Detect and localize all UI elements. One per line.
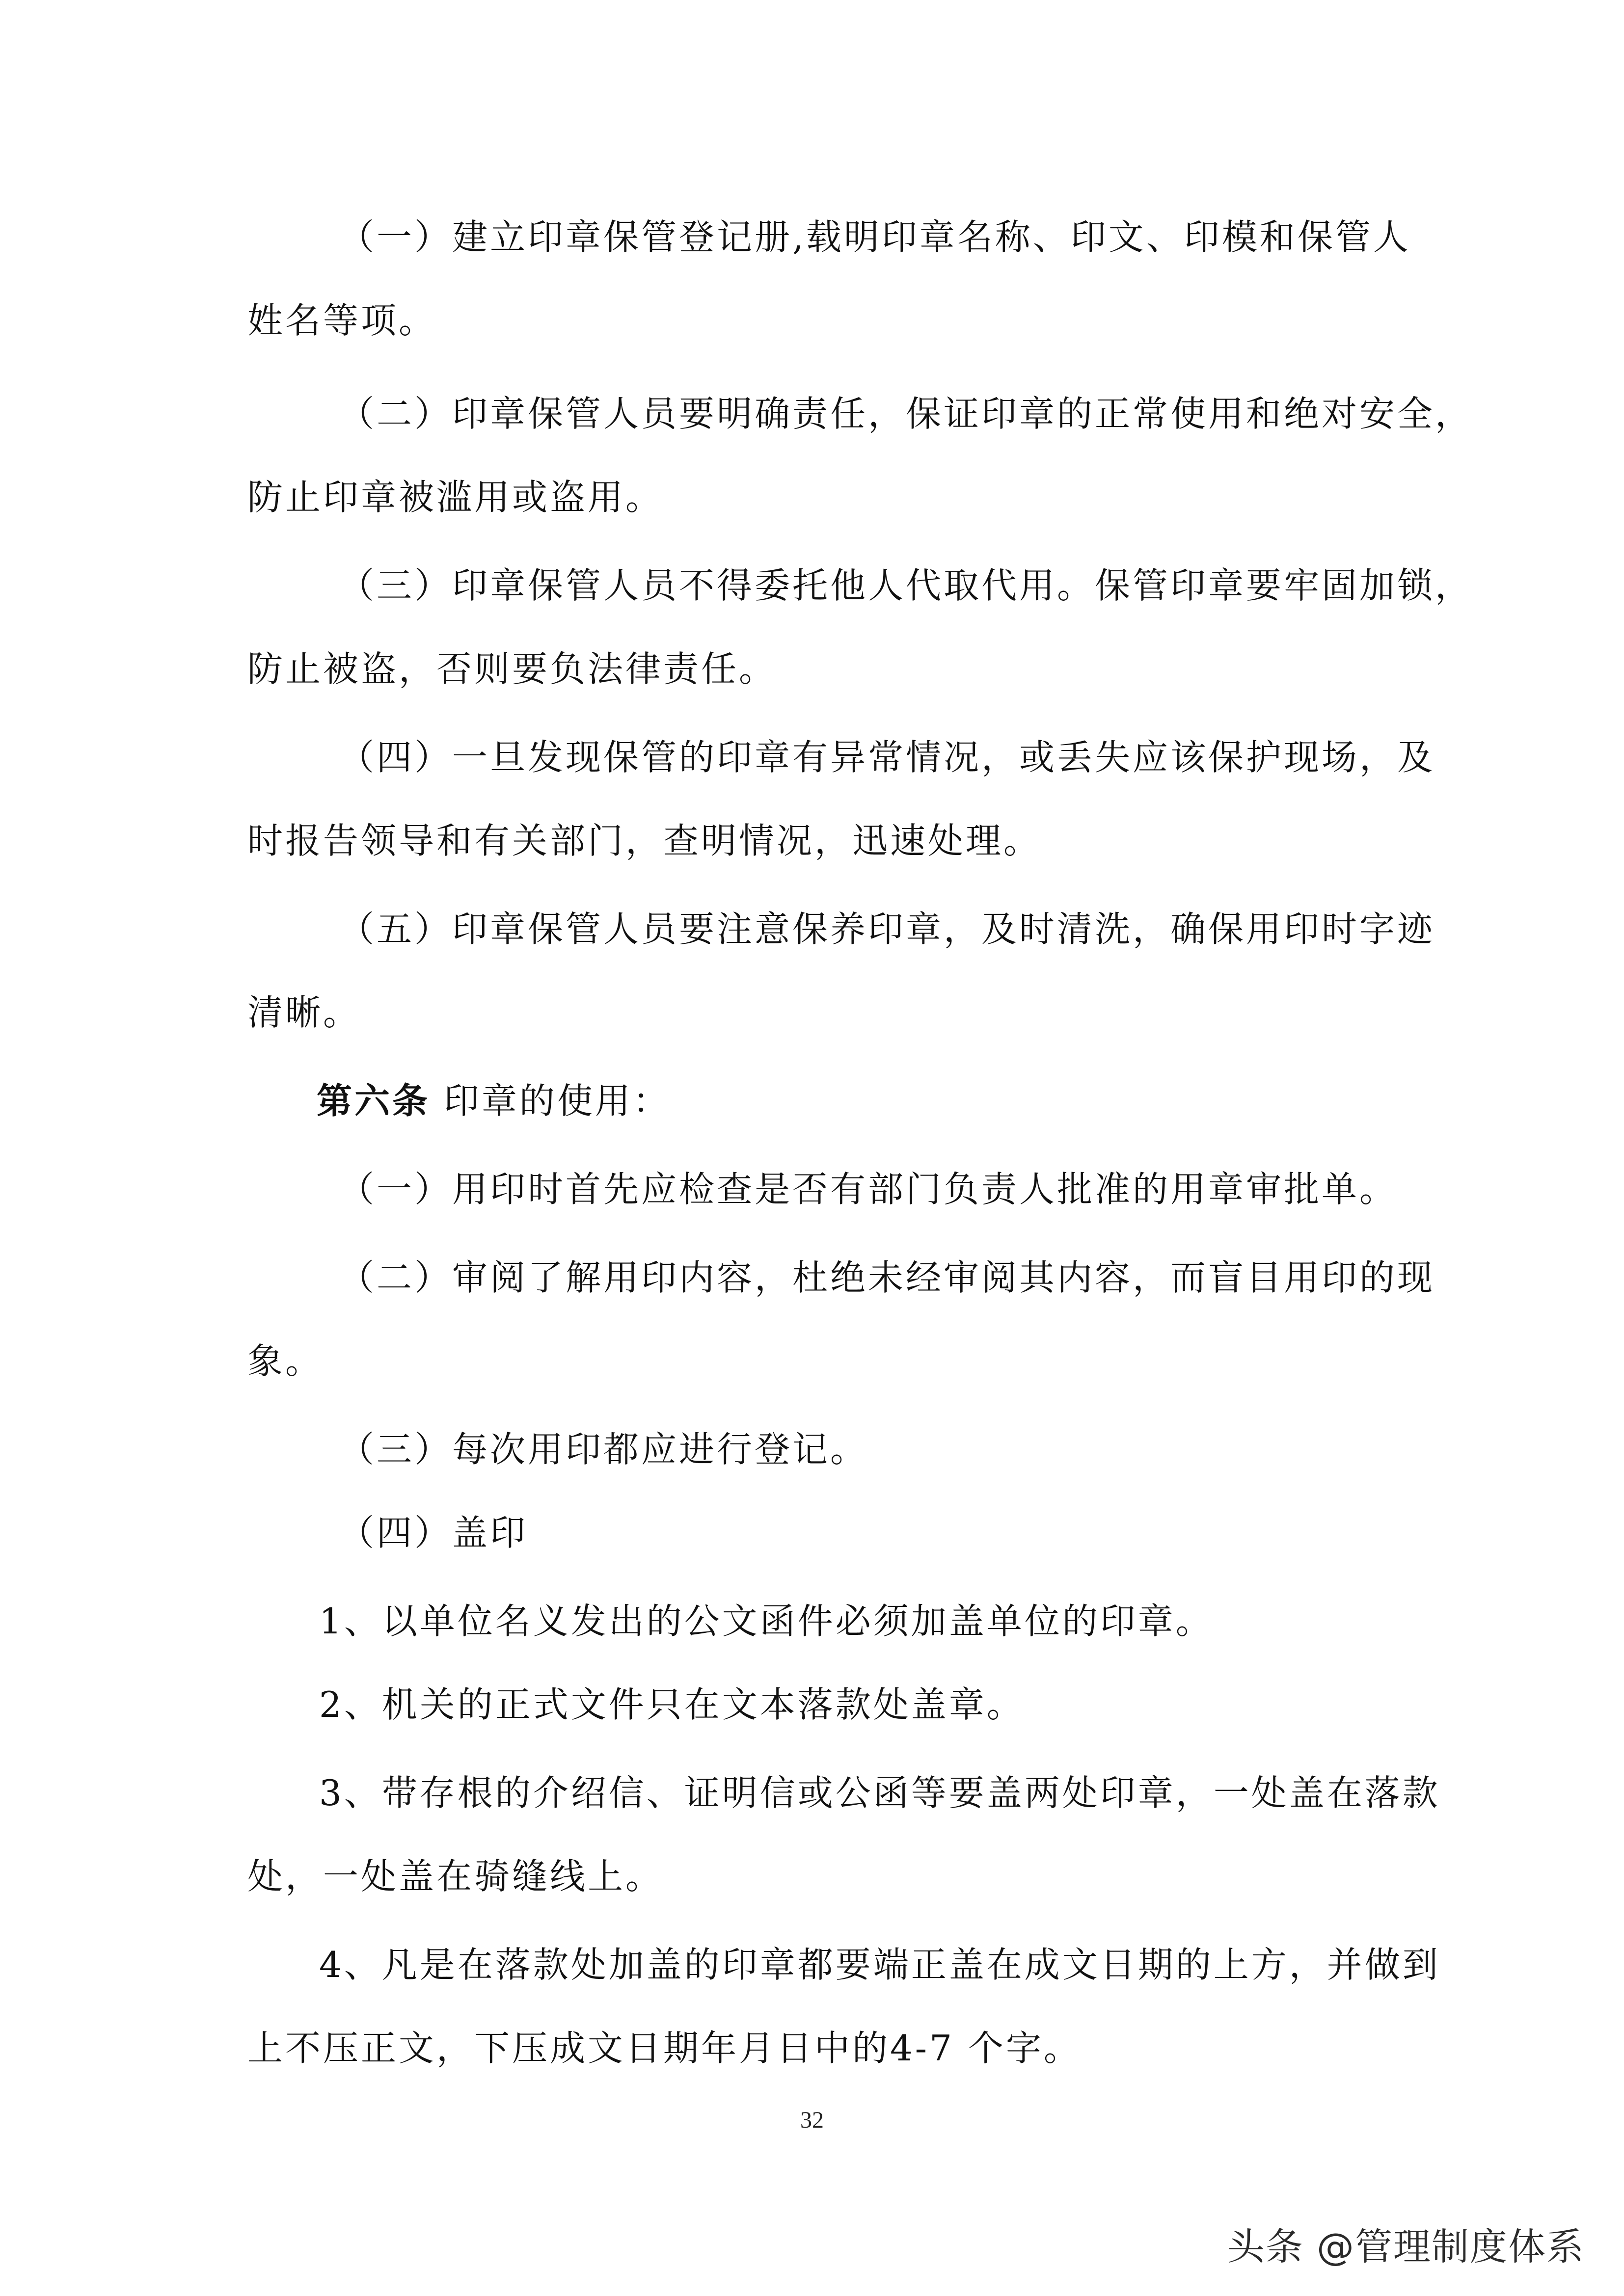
paragraph-line: （四）一旦发现保管的印章有异常情况，或丢失应该保护现场，及 xyxy=(339,737,1435,778)
paragraph-line: （二）印章保管人员要明确责任，保证印章的正常使用和绝对安全， xyxy=(339,393,1473,434)
paragraph-line: 防止被盗，否则要负法律责任。 xyxy=(247,648,777,690)
paragraph-line: （四）盖印 xyxy=(339,1512,528,1553)
paragraph-line: 1、以单位名义发出的公文函件必须加盖单位的印章。 xyxy=(319,1601,1214,1642)
paragraph-line: 时报告领导和有关部门，查明情况，迅速处理。 xyxy=(247,820,1042,861)
paragraph-line: （三）印章保管人员不得委托他人代取代用。保管印章要牢固加锁， xyxy=(339,565,1473,606)
paragraph-line: 象。 xyxy=(247,1340,324,1382)
article-heading xyxy=(317,1076,671,1125)
source-watermark: 头条 @管理制度体系 xyxy=(1227,2225,1585,2269)
paragraph-line: （二）审阅了解用印内容，杜绝未经审阅其内容，而盲目用印的现 xyxy=(339,1257,1435,1298)
article-label: 第六条 xyxy=(317,1080,431,1121)
paragraph-line: 姓名等项。 xyxy=(247,300,437,341)
paragraph-line: （五）印章保管人员要注意保养印章，及时清洗，确保用印时字迹 xyxy=(339,908,1435,950)
page-number: 32 xyxy=(800,2107,824,2133)
paragraph-line: 2、机关的正式文件只在文本落款处盖章。 xyxy=(319,1684,1025,1725)
paragraph-line: 防止印章被滥用或盗用。 xyxy=(247,477,664,518)
paragraph-line: （一）建立印章保管登记册,载明印章名称、印文、印模和保管人 xyxy=(339,216,1411,258)
article-title: 印章的使用： xyxy=(443,1080,671,1121)
paragraph-line: 上不压正文，下压成文日期年月日中的4-7 个字。 xyxy=(247,2028,1082,2069)
paragraph-line: （三）每次用印都应进行登记。 xyxy=(339,1429,868,1470)
paragraph-line: 3、带存根的介绍信、证明信或公函等要盖两处印章，一处盖在落款 xyxy=(319,1772,1440,1814)
paragraph-line: 处，一处盖在骑缝线上。 xyxy=(247,1856,664,1897)
paragraph-line: （一）用印时首先应检查是否有部门负责人批准的用章审批单。 xyxy=(339,1169,1398,1210)
paragraph-line: 清晰。 xyxy=(247,992,361,1033)
paragraph-line: 4、凡是在落款处加盖的印章都要端正盖在成文日期的上方，并做到 xyxy=(319,1944,1440,1985)
